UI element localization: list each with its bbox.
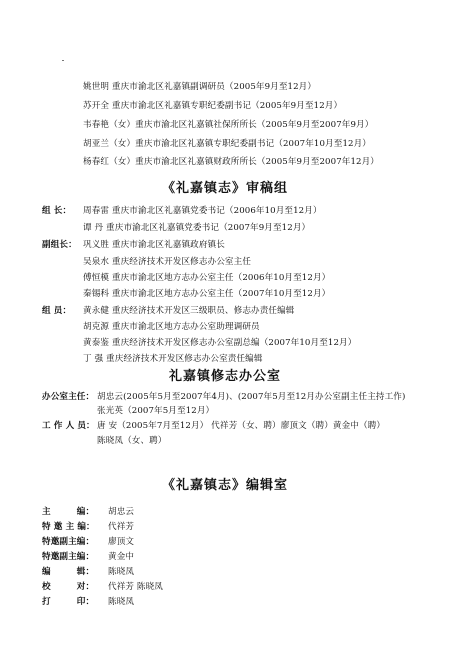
editorial-role-label: 特邀副主编： — [42, 552, 95, 562]
editorial-role-value: 代祥芳 陈晓凤 — [108, 582, 163, 592]
editorial-role-value: 陈晓凤 — [108, 567, 135, 577]
deputy-line: 吴泉水 重庆经济技术开发区修志办公室主任 — [83, 257, 252, 267]
leader-line: 周春雷 重庆市渝北区礼嘉镇党委书记（2006年10月至12月） — [83, 206, 322, 216]
member-line: 黄永健 重庆经济技术开发区三级职员、修志办责任编辑 — [83, 306, 295, 316]
staff-line: 苏开全 重庆市渝北区礼嘉镇专职纪委副书记（2005年9月至12月） — [83, 101, 343, 111]
leader-line: 谭 丹 重庆市渝北区礼嘉镇党委书记（2007年9月至12月） — [83, 223, 311, 233]
director-line: 胡忠云(2005年5月至2007年4月)、(2007年5月至12月办公室副主任主持工作) — [97, 392, 406, 402]
editorial-role-label: 编 辑： — [42, 567, 95, 577]
member-line: 黄泰鉴 重庆经济技术开发区修志办公室副总编（2007年10月至12月） — [83, 338, 357, 348]
director-label: 办公室主任： — [42, 392, 95, 402]
editorial-role-value: 黄金中 — [108, 552, 135, 562]
staff-work-line: 陈晓凤（女、聘） — [97, 436, 167, 446]
staff-label: 工 作 人 员： — [42, 421, 95, 431]
review-group-heading: 《礼嘉镇志》审稿组 — [161, 181, 288, 196]
staff-line: 杨春红（女）重庆市渝北区礼嘉镇财政所所长（2005年9月至2007年12月） — [83, 157, 379, 167]
editorial-role-label: 校 对： — [42, 582, 95, 592]
editorial-role-value: 胡忠云 — [108, 507, 135, 517]
editorial-role-label: 特邀副主编： — [42, 537, 95, 547]
editorial-role-label: 打 印： — [42, 597, 95, 607]
editorial-role-value: 代祥芳 — [108, 522, 135, 532]
editorial-role-value: 廖顶文 — [108, 537, 135, 547]
deputy-line: 傅恒模 重庆市渝北区地方志办公室主任（2006年10月至12月） — [83, 273, 331, 283]
member-line: 胡克源 重庆市渝北区地方志办公室助理调研员 — [83, 322, 260, 332]
scan-speck — [62, 60, 64, 61]
member-label: 组 员： — [42, 306, 72, 316]
editorial-role-label: 主 编： — [42, 507, 95, 517]
editorial-heading: 《礼嘉镇志》编辑室 — [161, 478, 288, 493]
deputy-line: 巩义胜 重庆市渝北区礼嘉镇政府镇长 — [83, 240, 225, 250]
staff-line: 韦春艳（女）重庆市渝北区礼嘉镇社保所所长（2005年9月至2007年9月） — [83, 120, 374, 130]
member-line: 丁 强 重庆经济技术开发区修志办公室责任编辑 — [83, 354, 263, 364]
leader-label: 组 长： — [42, 206, 72, 216]
staff-line: 姚世明 重庆市渝北区礼嘉镇副调研员（2005年9月至12月） — [83, 82, 317, 92]
deputy-line: 秦锡科 重庆市渝北区地方志办公室主任（2007年10月至12月） — [83, 289, 331, 299]
editorial-role-label: 特 邀 主 编： — [42, 522, 95, 532]
deputy-label: 副组长： — [42, 240, 77, 250]
staff-work-line: 唐 安（2005年7月至12月） 代祥芳（女、聘）廖顶文（聘）黄金中（聘） — [97, 421, 386, 431]
director-line: 张光英（2007年5月至12月） — [97, 406, 215, 416]
staff-line: 胡亚兰（女）重庆市渝北区礼嘉镇专职纪委副书记（2007年10月至12月） — [83, 139, 371, 149]
office-heading: 礼嘉镇修志办公室 — [168, 369, 281, 384]
editorial-role-value: 陈晓凤 — [108, 597, 135, 607]
